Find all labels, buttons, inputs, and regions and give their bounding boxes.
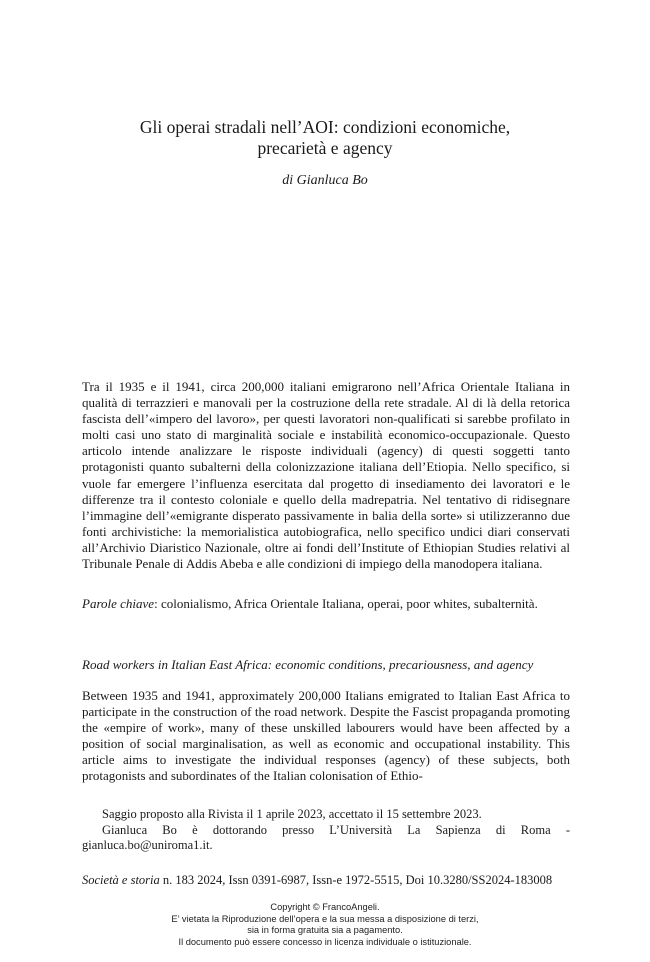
english-abstract: Between 1935 and 1941, approximately 200,000 Italians emigrated to Italian East Africa to participate in the construction of the road network. Despite the Fascist propaganda promoting the «empire of work», many of these unskilled labourers would have been affected by a position of social marginalisation, as well as economic and occupational instability. This article aims to investigate the individual responses (agency) of these subjects, both protagonists and subordinates of the Italian colonisation of Ethio- [82, 688, 570, 784]
citation-details: n. 183 2024, Issn 0391-6987, Issn-e 1972-5515, Doi 10.3280/SS2024-183008 [159, 873, 553, 887]
footnote-submission: Saggio proposto alla Rivista il 1 aprile 2023, accettato il 15 settembre 2023. [102, 807, 482, 821]
footnote [82, 807, 570, 854]
article-title [0, 117, 650, 159]
english-title: Road workers in Italian East Africa: economic conditions, precariousness, and agency [82, 657, 534, 672]
journal-name: Società e storia [82, 873, 160, 887]
keywords-text: : colonialismo, Africa Orientale Italiana, operai, poor whites, subalternità. [154, 596, 538, 611]
keywords-label: Parole chiave [82, 596, 155, 611]
italian-abstract-text: Tra il 1935 e il 1941, circa 200,000 italiani emigrarono nell’Africa Orientale Italiana in qualità di terrazzieri e manovali per la costruzione della rete stradale. Al di là della retorica fascista dell’«impero del lavoro», per questi lavoratori non-qualificati si sarebbe profilato in molti casi uno stato di marginalità sociale e instabilità economico-occupazionale. Questo articolo intende analizzare le risposte individuali (agency) di questi soggetti tanto protagonisti quanto subalterni della colonizzazione italiana dell’Etiopia. Nello specifico, si vuole far emergere l’influenza esercitata dal progetto di insediamento dei lavoratori e le differenze tra il contesto coloniale e quello della madrepatria. Nel tentativo di ridisegnare l’immagine dell’«emigrante disperato passivamente in balia della sorte» si utilizzeranno due fonti archivistiche: la memorialistica autobiografica, nello specifico undici diari conservati all’Archivio Diaristico Nazionale, oltre ai fondi dell’Institute of Ethiopian Studies relativi al Tribunale Penale di Addis Abeba e alle condizioni di impiego della manodopera italiana. [82, 379, 570, 572]
article-title-line-2: precarietà e agency [257, 138, 393, 158]
copyright-line-3: sia in forma gratuita sia a pagamento. [247, 925, 403, 935]
footnote-author-affiliation: Gianluca Bo è dottorando presso L’Università La Sapienza di Roma - gianluca.bo@uniroma1.it. [82, 822, 570, 852]
article-author: di Gianluca Bo [282, 173, 368, 188]
article-title-line-1: Gli operai stradali nell’AOI: condizioni economiche, [139, 117, 511, 137]
journal-citation [82, 873, 570, 888]
keywords-paragraph [82, 596, 570, 612]
copyright-line-1: Copyright © FrancoAngeli. [270, 902, 380, 912]
italian-abstract [82, 379, 570, 572]
copyright-notice [0, 902, 650, 948]
copyright-line-2: E’ vietata la Riproduzione dell’opera e la sua messa a disposizione di terzi, [171, 913, 479, 924]
copyright-line-4: Il documento può essere concesso in licenza individuale o istituzionale. [178, 936, 472, 947]
